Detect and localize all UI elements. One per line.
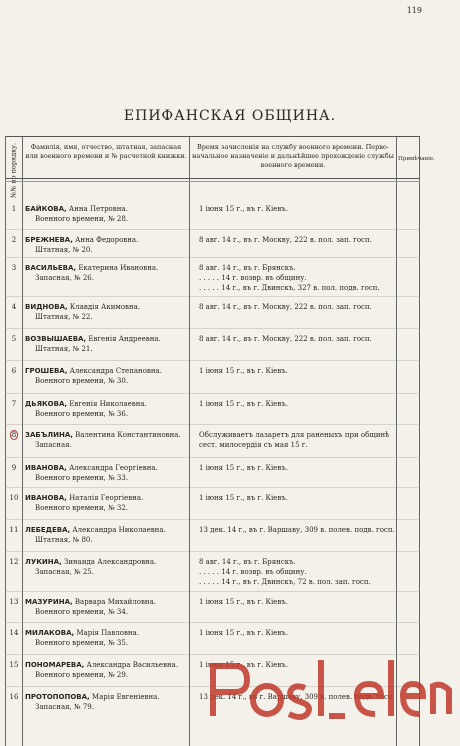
surname: ВОЗВЫШАЕВА, <box>25 335 87 343</box>
person-name <box>25 692 190 712</box>
row-divider <box>5 257 420 258</box>
person-name <box>25 366 190 386</box>
header-rule <box>5 178 420 179</box>
given-name: Александра Васильевна. <box>84 661 179 669</box>
row-divider <box>5 622 420 623</box>
row-number <box>9 463 19 473</box>
service-line: 1 іюня 15 г., въ г. Кіевъ. <box>199 629 288 637</box>
status: Военного времени, № 34. <box>35 608 129 616</box>
row-number <box>9 302 19 312</box>
row-number-label: 16 <box>9 693 19 701</box>
row-number <box>9 366 19 376</box>
row-divider <box>5 296 420 297</box>
service-line: 13 дек. 14 г., въ г. Варшаву, 309 в. полев. подв. госп. <box>199 693 395 701</box>
row-divider <box>5 229 420 230</box>
row-divider <box>5 654 420 655</box>
person-name <box>25 628 190 648</box>
row-number-label: 3 <box>11 264 17 272</box>
row-number <box>9 692 19 702</box>
row-number-label: 1 <box>11 205 17 213</box>
status: Военного времени, № 33. <box>35 474 129 482</box>
row-number <box>9 660 19 670</box>
row-number-label: 2 <box>11 236 17 244</box>
status: Штатная, № 22. <box>35 313 93 321</box>
row-number-label: 4 <box>11 303 17 311</box>
row-divider <box>5 328 420 329</box>
service-line: 1 іюня 15 г., въ г. Кіевъ. <box>199 494 288 502</box>
row-divider <box>5 551 420 552</box>
row-number <box>9 525 19 535</box>
given-name: Наталія Георгіевна. <box>66 494 144 502</box>
given-name: Евгенія Андреевна. <box>86 335 161 343</box>
given-name: Марія Павловна. <box>74 629 139 637</box>
status: Военного времени, № 32. <box>35 504 129 512</box>
page-title: ЕПИФАНСКАЯ ОБЩИНА. <box>123 108 337 124</box>
given-name: Варвара Михайловна. <box>72 598 156 606</box>
row-number <box>9 334 19 344</box>
service-line: 8 авг. 14 г., въ г. Москву, 222 в. пол. зап. госп. <box>199 335 372 343</box>
header-number: №№ по порядку. <box>9 142 18 199</box>
person-name <box>25 430 190 450</box>
status: Военного времени, № 28. <box>35 215 129 223</box>
header-notes: Примѣчаніе. <box>398 156 435 162</box>
given-name: Евгенія Николаевна. <box>67 400 147 408</box>
given-name: Александра Николаевна. <box>70 526 166 534</box>
row-divider <box>5 360 420 361</box>
service-record <box>199 493 404 503</box>
service-record <box>199 302 404 312</box>
person-name <box>25 263 190 283</box>
service-record <box>199 628 404 638</box>
service-record <box>199 204 404 214</box>
row-number-label: 11 <box>9 526 19 534</box>
service-record <box>199 557 404 587</box>
register-table <box>5 136 435 746</box>
surname: ИВАНОВА, <box>25 464 67 472</box>
row-number-label: 8 <box>11 431 17 439</box>
row-number <box>9 235 19 245</box>
service-line: . . . . . 14 г. возвр. въ общину. <box>199 274 307 282</box>
person-name <box>25 463 190 483</box>
service-record <box>199 525 404 535</box>
given-name: Екатерина Ивановна. <box>76 264 159 272</box>
status: Военного времени, № 36. <box>35 410 129 418</box>
surname: ПРОТОПОПОВА, <box>25 693 90 701</box>
row-number-label: 14 <box>9 629 19 637</box>
row-number-label: 5 <box>11 335 17 343</box>
given-name: Анна Петровна. <box>66 205 128 213</box>
given-name: Александра Георгіевна. <box>66 464 158 472</box>
row-divider <box>5 487 420 488</box>
service-line: . . . . . 14 г. возвр. въ общину. <box>199 568 307 576</box>
service-record <box>199 597 404 607</box>
service-line: 8 авг. 14 г., въ г. Брянскъ. <box>199 558 296 566</box>
person-name <box>25 525 190 545</box>
row-divider <box>5 457 420 458</box>
surname: ГРОШЕВА, <box>25 367 68 375</box>
service-line: Обслуживаетъ лазаретъ для раненыхъ при общинѣ <box>199 431 390 439</box>
row-divider <box>5 393 420 394</box>
service-record <box>199 366 404 376</box>
header-rule <box>5 181 420 182</box>
service-line: сест. милосердія съ мая 15 г. <box>199 441 308 449</box>
person-name <box>25 235 190 255</box>
row-number <box>9 204 19 214</box>
service-line: . . . . . 14 г., въ г. Двинскъ, 327 в. пол. подв. госп. <box>199 284 380 292</box>
service-line: 1 іюня 15 г., въ г. Кіевъ. <box>199 367 288 375</box>
service-record <box>199 430 404 450</box>
surname: ПОНОМАРЕВА, <box>25 661 85 669</box>
row-number <box>9 628 19 638</box>
service-line: . . . . . 14 г., въ г. Двинскъ, 72 в. пол. зап. госп. <box>199 578 371 586</box>
row-number-label: 9 <box>11 464 17 472</box>
row-number-label: 15 <box>9 661 19 669</box>
header-name: Фамилія, имя, отчество, штатная, запасная или военного времени и № расчетной книжки. <box>25 143 187 160</box>
row-number-label: 7 <box>11 400 17 408</box>
given-name: Анна Федоровна. <box>72 236 139 244</box>
row-number-label: 12 <box>9 558 19 566</box>
service-record <box>199 399 404 409</box>
row-number-label: 10 <box>9 494 19 502</box>
header-service: Время зачисленія на службу военного времени. Перво-начальное назначеніе и дальнѣйшее прохожденіе службы военного времени. <box>192 143 394 169</box>
status: Штатная, № 21. <box>35 345 93 353</box>
surname: ЛЕБЕДЕВА, <box>25 526 71 534</box>
service-line: 1 іюня 15 г., въ г. Кіевъ. <box>199 464 288 472</box>
service-line: 8 авг. 14 г., въ г. Москву, 222 в. пол. зап. госп. <box>199 303 372 311</box>
surname: МИЛАКОВА, <box>25 629 75 637</box>
status: Военного времени, № 35. <box>35 639 129 647</box>
service-line: 1 іюня 15 г., въ г. Кіевъ. <box>199 598 288 606</box>
row-divider <box>5 424 420 425</box>
person-name <box>25 557 190 577</box>
given-name: Зинаида Александровна. <box>61 558 157 566</box>
row-number-label: 13 <box>9 598 19 606</box>
status: Военного времени, № 30. <box>35 377 129 385</box>
surname: ВИДНОВА, <box>25 303 68 311</box>
person-name <box>25 334 190 354</box>
row-number <box>9 263 19 273</box>
service-line: 13 дек. 14 г., въ г. Варшаву, 309 в. полев. подв. госп. <box>199 526 395 534</box>
surname: ДЬЯКОВА, <box>25 400 68 408</box>
person-name <box>25 399 190 419</box>
row-divider <box>5 519 420 520</box>
status: Штатная, № 80. <box>35 536 93 544</box>
person-name <box>25 493 190 513</box>
person-name <box>25 302 190 322</box>
service-record <box>199 463 404 473</box>
surname: ИВАНОВА, <box>25 494 67 502</box>
person-name <box>25 660 190 680</box>
surname: ЛУКИНА, <box>25 558 62 566</box>
status: Военного времени, № 29. <box>35 671 129 679</box>
service-line: 1 іюня 15 г., въ г. Кіевъ. <box>199 661 288 669</box>
status: Запасная, № 79. <box>35 703 94 711</box>
given-name: Марія Евгеніевна. <box>89 693 160 701</box>
surname: МАЗУРИНА, <box>25 598 73 606</box>
row-number <box>9 399 19 409</box>
status: Штатная, № 20. <box>35 246 93 254</box>
row-number <box>9 430 19 440</box>
row-divider <box>5 591 420 592</box>
page-number: 119 <box>406 6 422 15</box>
watermark-logo <box>205 656 455 726</box>
row-number <box>9 597 19 607</box>
service-line: 8 авг. 14 г., въ г. Брянскъ. <box>199 264 296 272</box>
surname: БАЙКОВА, <box>25 205 67 213</box>
given-name: Клавдія Акимовна. <box>67 303 141 311</box>
status: Запасная, № 25. <box>35 568 94 576</box>
person-name <box>25 204 190 224</box>
row-number-label: 6 <box>11 367 17 375</box>
row-number <box>9 493 19 503</box>
status: Запасная, № 26. <box>35 274 94 282</box>
surname: БРЕЖНЕВА, <box>25 236 73 244</box>
status: Запасная. <box>35 441 72 449</box>
service-line: 1 іюня 15 г., въ г. Кіевъ. <box>199 205 288 213</box>
service-record <box>199 334 404 344</box>
service-line: 1 іюня 15 г., въ г. Кіевъ. <box>199 400 288 408</box>
surname: ВАСИЛЬЕВА, <box>25 264 77 272</box>
service-record <box>199 263 404 293</box>
service-record <box>199 235 404 245</box>
given-name: Валентина Константиновна. <box>72 431 181 439</box>
service-line: 8 авг. 14 г., въ г. Москву, 222 в. пол. зап. госп. <box>199 236 372 244</box>
person-name <box>25 597 190 617</box>
given-name: Александра Степановна. <box>67 367 162 375</box>
row-number <box>9 557 19 567</box>
surname: ЗАБЪЛИНА, <box>25 431 73 439</box>
